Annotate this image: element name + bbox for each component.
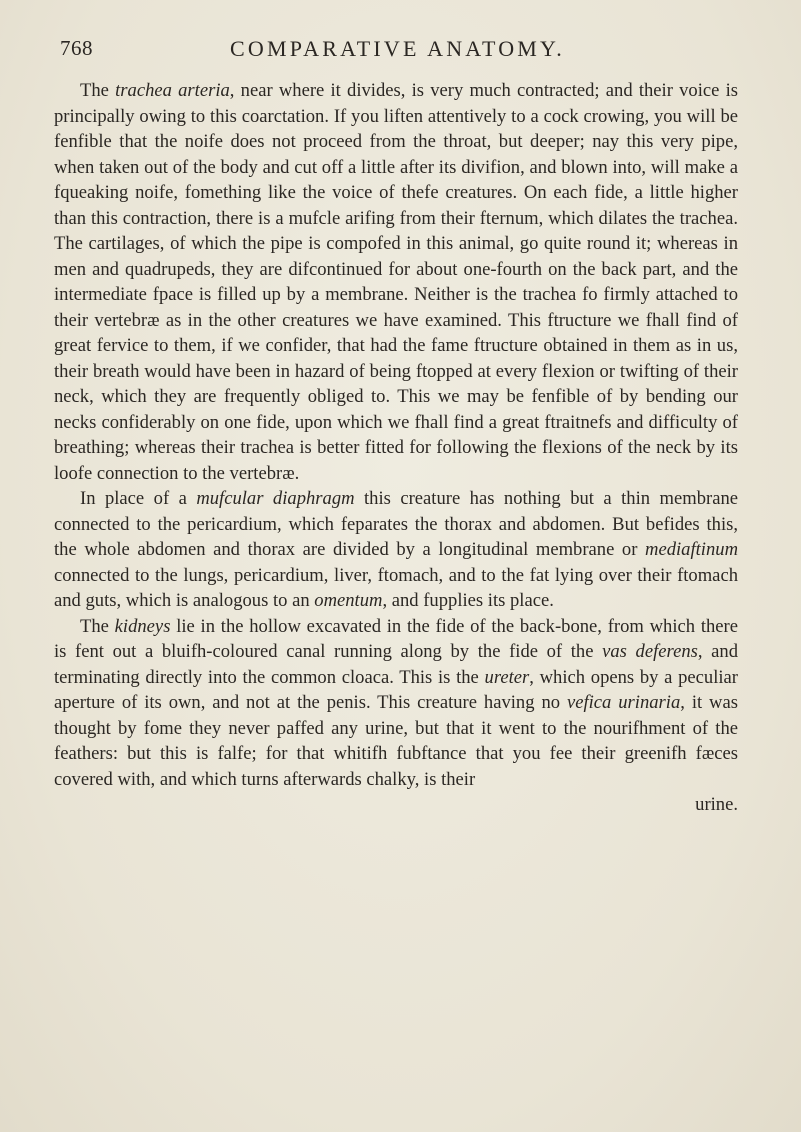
running-head: COMPARATIVE ANATOMY. <box>230 36 565 61</box>
text-run: The <box>80 615 115 637</box>
text-run: The <box>80 80 116 101</box>
italic-term: kidneys <box>114 615 171 637</box>
text-run: this creature has nothing but a thin membrane connected to the pericardium, which feparates the thorax and abdomen. But befides this, the whole abdomen and thorax are divided by a longitudinal membrane or <box>54 488 739 560</box>
paragraph-diaphragm <box>54 486 738 614</box>
italic-term: omentum <box>314 590 383 611</box>
italic-term: vas deferens <box>602 641 698 662</box>
italic-term: mufcular diaphragm <box>196 488 355 509</box>
paragraph-trachea <box>54 78 738 486</box>
text-run: lie in the hollow excavated in the fide of the back-bone, from which there is fent out a bluifh-coloured canal running along by the fide of the <box>54 615 738 662</box>
text-run: , and terminating directly into the common cloaca. This is the <box>54 641 738 688</box>
final-word: urine. <box>695 794 738 815</box>
text-run: connected to the lungs, pericardium, liver, ftomach, and to the fat lying over their ftomach and guts, which is analogous to an <box>54 564 738 611</box>
paragraph-kidneys <box>54 614 738 793</box>
italic-term: mediaftinum <box>645 539 738 560</box>
text-run: , which opens by a peculiar aperture of its own, and not at the penis. This creature having no <box>54 666 738 713</box>
text-run: , near where it divides, is very much contracted; and their voice is principally owing to this coarctation. If you liften attentively to a cock crowing, you will be fenfible that the noife does not proceed from the throat, but deeper; nay this very pipe, when taken out of the body and cut off a little after its divifion, and blown into, will make a fqueaking noife, fomething like the voice of thefe creatures. On each fide, a little higher than this contraction, there is a mufcle arifing from their fternum, which dilates the trachea. The cartilages, of which the pipe is compofed in this animal, go quite round it; whereas in men and quadrupeds, they are difcontinued for about one-fourth on the back part, and the intermediate fpace is filled up by a membrane. Neither is the trachea fo firmly attached to their vertebræ as in the other creatures we have examined. This ftructure we fhall find of great fervice to them, if we confider, that had the fame ftructure obtained in them as in us, their breath would have been in hazard of being ftopped at every flexion or twifting of their neck, which they are frequently obliged to. This we may be fenfible of by bending our necks confiderably on one fide, upon which we fhall find a great ftraitnefs and difficulty of breathing; whereas their trachea is better fitted for following the flexions of the neck by its loofe connection to the vertebræ. <box>54 80 738 484</box>
page-header <box>60 36 760 76</box>
text-run: , it was thought by fome they never paffed any urine, but that it went to the nourifhment of the feathers: but this is falfe; for that whitifh fubftance that you fee their greenifh fæces covered with, and which turns afterwards chalky, is their <box>54 692 738 790</box>
page-number: 768 <box>60 36 93 60</box>
italic-term: ureter <box>484 666 530 688</box>
italic-term: vefica urinaria <box>566 692 681 713</box>
text-run: In place of a <box>80 488 197 509</box>
italic-term: trachea arteria <box>115 80 230 101</box>
text-run: , and fupplies its place. <box>382 590 554 611</box>
body-text <box>54 78 738 818</box>
